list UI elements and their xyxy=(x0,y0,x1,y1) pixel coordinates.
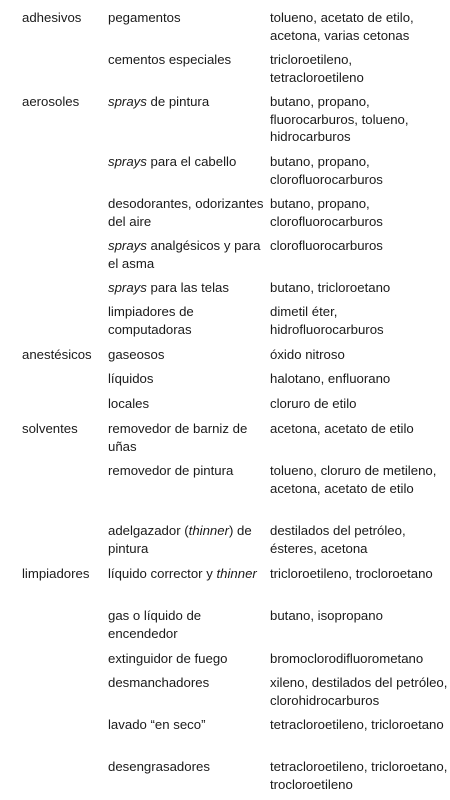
product-cell xyxy=(108,395,268,413)
chemicals-cell: óxido nitroso xyxy=(270,347,345,362)
chemicals-cell: halotano, enfluorano xyxy=(270,371,391,386)
product-cell xyxy=(108,279,268,297)
product-text: removedor de barniz de uñas xyxy=(108,421,248,454)
product-text: lavado “en seco” xyxy=(108,717,206,732)
chemicals-cell: tolueno, acetato de etilo, acetona, varias cetonas xyxy=(270,10,414,43)
product-text: gaseosos xyxy=(108,347,165,362)
product-cell xyxy=(108,522,268,557)
product-text: gas o líquido de encendedor xyxy=(108,608,202,641)
chemicals-cell: cloruro de etilo xyxy=(270,396,357,411)
product-cell xyxy=(108,716,268,734)
product-cell xyxy=(108,346,268,364)
product-cell xyxy=(108,370,268,388)
chemicals-cell: butano, propano, fluorocarburos, tolueno, hidrocarburos xyxy=(270,94,409,144)
category-cell: limpiadores xyxy=(22,566,90,581)
category-cell: solventes xyxy=(22,421,78,436)
product-text: adelgazador ( xyxy=(108,523,189,538)
category-cell: anestésicos xyxy=(22,347,92,362)
product-italic-text: sprays xyxy=(108,94,147,109)
product-text: desmanchadores xyxy=(108,675,210,690)
product-text: líquidos xyxy=(108,371,154,386)
product-text: extinguidor de fuego xyxy=(108,651,228,666)
product-cell xyxy=(108,607,268,642)
chemicals-cell: bromoclorodifluorometano xyxy=(270,651,424,666)
chemicals-cell: tricloroetileno, trocloroetano xyxy=(270,566,433,581)
chemicals-cell: butano, propano, clorofluorocarburos xyxy=(270,196,383,229)
product-cell xyxy=(108,51,268,69)
product-cell xyxy=(108,195,268,230)
product-cell xyxy=(108,237,268,272)
chemicals-cell: xileno, destilados del petróleo, clorohidrocarburos xyxy=(270,675,448,708)
product-text: limpiadores de computadoras xyxy=(108,304,194,337)
category-cell: adhesivos xyxy=(22,10,82,25)
product-text: para las telas xyxy=(146,280,229,295)
product-cell xyxy=(108,9,268,27)
product-cell xyxy=(108,650,268,668)
product-italic-text: thinner xyxy=(216,566,257,581)
product-text: de pintura xyxy=(146,94,210,109)
product-cell xyxy=(108,420,268,455)
product-cell xyxy=(108,758,268,776)
chemicals-cell: dimetil éter, hidrofluorocarburos xyxy=(270,304,384,337)
chemicals-cell: destilados del petróleo, ésteres, acetona xyxy=(270,523,406,556)
product-cell xyxy=(108,462,268,480)
product-cell xyxy=(108,674,268,692)
product-italic-text: sprays xyxy=(108,238,147,253)
chemicals-cell: butano, propano, clorofluorocarburos xyxy=(270,154,383,187)
product-text: desodorantes, odorizantes del aire xyxy=(108,196,264,229)
chemicals-cell: acetona, acetato de etilo xyxy=(270,421,414,436)
chemicals-cell: clorofluorocarburos xyxy=(270,238,383,253)
product-italic-text: thinner xyxy=(188,523,229,538)
product-text: líquido corrector y xyxy=(108,566,217,581)
product-text: para el cabello xyxy=(146,154,237,169)
chemicals-cell: tetracloroetileno, tricloroetano, trocloroetileno xyxy=(270,759,448,792)
product-cell xyxy=(108,93,268,111)
chemicals-cell: butano, isopropano xyxy=(270,608,383,623)
product-cell xyxy=(108,303,268,338)
product-cell xyxy=(108,153,268,171)
product-italic-text: sprays xyxy=(108,154,147,169)
product-text: analgésicos y para el asma xyxy=(108,238,261,271)
product-text: locales xyxy=(108,396,150,411)
product-text: cementos especiales xyxy=(108,52,232,67)
product-cell xyxy=(108,565,268,583)
chemicals-cell: tolueno, cloruro de metileno, acetona, acetato de etilo xyxy=(270,463,437,496)
product-text: pegamentos xyxy=(108,10,181,25)
chemicals-cell: butano, tricloroetano xyxy=(270,280,391,295)
chemicals-cell: tetracloroetileno, tricloroetano xyxy=(270,717,444,732)
product-text: ) de pintura xyxy=(108,523,252,556)
chemicals-cell: tricloroetileno, tetracloroetileno xyxy=(270,52,364,85)
category-cell: aerosoles xyxy=(22,94,80,109)
product-text: desengrasadores xyxy=(108,759,210,774)
product-italic-text: sprays xyxy=(108,280,147,295)
product-text: removedor de pintura xyxy=(108,463,234,478)
